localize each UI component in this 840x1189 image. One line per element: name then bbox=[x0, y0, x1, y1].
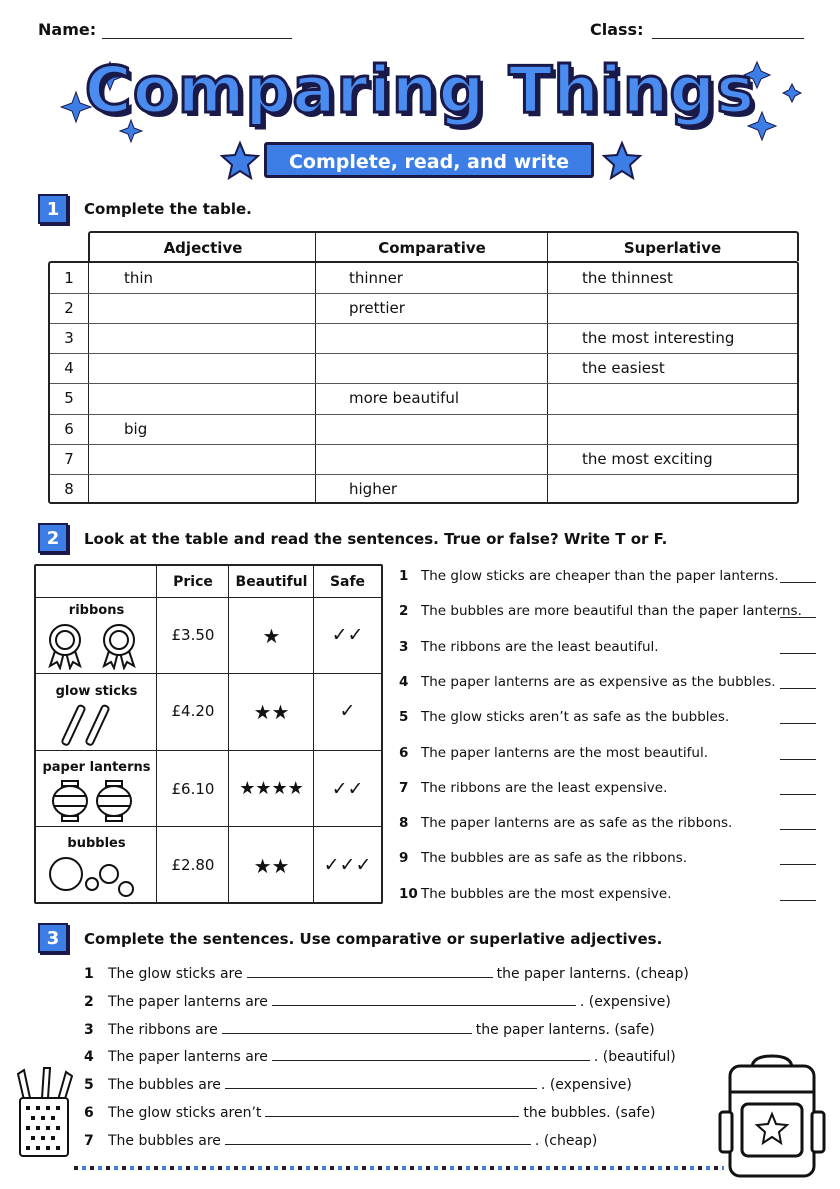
sentence-end: . (beautiful) bbox=[593, 1049, 676, 1066]
statement-text: The glow sticks are cheaper than the paper lanterns. bbox=[421, 568, 779, 584]
item-beautiful: ★★ bbox=[253, 700, 290, 724]
statement-number: 7 bbox=[399, 779, 409, 796]
comparative-cell[interactable] bbox=[349, 353, 544, 383]
statement-text: The ribbons are the least expensive. bbox=[421, 779, 668, 796]
items-table bbox=[34, 564, 383, 904]
answer-blank[interactable] bbox=[225, 1130, 531, 1145]
name-label: Name: bbox=[38, 20, 97, 39]
superlative-cell[interactable] bbox=[582, 383, 792, 413]
superlative-cell[interactable] bbox=[582, 474, 792, 504]
comparative-cell[interactable] bbox=[349, 323, 544, 353]
item-safe: ✓ bbox=[339, 700, 356, 722]
pencil-cup-icon bbox=[14, 1066, 76, 1160]
adjective-cell[interactable] bbox=[124, 444, 314, 474]
statement-text: The bubbles are the most expensive. bbox=[421, 885, 672, 902]
item-price: £4.20 bbox=[171, 702, 215, 720]
ribbon-icon bbox=[44, 622, 148, 670]
answer-blank[interactable] bbox=[780, 759, 816, 760]
column-header: Adjective bbox=[163, 239, 243, 257]
sentence-start: The bubbles are bbox=[108, 1132, 221, 1149]
row-number: 5 bbox=[64, 389, 74, 408]
subtitle-banner: Complete, read, and write bbox=[264, 142, 594, 178]
superlative-cell[interactable] bbox=[582, 293, 792, 323]
sentence-start: The ribbons are bbox=[108, 1021, 218, 1038]
adjective-cell[interactable] bbox=[124, 323, 314, 353]
sentence-end: . (expensive) bbox=[579, 993, 671, 1010]
sentence bbox=[84, 1074, 632, 1094]
answer-blank[interactable] bbox=[780, 653, 816, 654]
comparative-cell[interactable]: thinner bbox=[349, 269, 403, 287]
sentence bbox=[84, 1130, 597, 1150]
answer-blank[interactable] bbox=[780, 688, 816, 689]
item-name: ribbons bbox=[68, 603, 125, 618]
section-2-number: 2 bbox=[38, 523, 68, 553]
row-number: 2 bbox=[64, 299, 74, 318]
sentence-number: 4 bbox=[84, 1049, 94, 1066]
adjective-cell[interactable] bbox=[124, 353, 314, 383]
statement-number: 1 bbox=[399, 568, 409, 584]
answer-blank[interactable] bbox=[780, 794, 816, 795]
answer-blank[interactable] bbox=[780, 723, 816, 724]
lantern-icon bbox=[50, 778, 144, 824]
statement-text: The bubbles are more beautiful than the paper lanterns. bbox=[421, 603, 802, 620]
section-3-number: 3 bbox=[38, 923, 68, 953]
column-header: Beautiful bbox=[235, 574, 308, 590]
answer-blank[interactable] bbox=[780, 582, 816, 583]
class-label: Class: bbox=[590, 20, 644, 39]
column-header: Price bbox=[173, 574, 213, 590]
class-field[interactable] bbox=[652, 38, 804, 39]
sentence-number: 3 bbox=[84, 1021, 94, 1038]
statement bbox=[399, 674, 776, 690]
comparative-cell[interactable] bbox=[349, 414, 544, 444]
sentence bbox=[84, 963, 689, 983]
section-1-number: 1 bbox=[38, 194, 68, 224]
answer-blank[interactable] bbox=[222, 1019, 472, 1034]
statement-text: The paper lanterns are as expensive as the bubbles. bbox=[421, 673, 776, 690]
answer-blank[interactable] bbox=[780, 900, 816, 901]
row-number: 3 bbox=[64, 329, 74, 348]
page-title-wrap bbox=[0, 54, 840, 128]
statement bbox=[399, 639, 659, 655]
item-name: paper lanterns bbox=[42, 760, 151, 775]
sentence-start: The glow sticks aren’t bbox=[108, 1105, 262, 1121]
answer-blank[interactable] bbox=[265, 1102, 519, 1117]
table-header-row bbox=[88, 231, 799, 261]
superlative-cell[interactable]: the easiest bbox=[582, 359, 665, 378]
sentence bbox=[84, 991, 671, 1011]
superlative-cell[interactable]: the most exciting bbox=[582, 449, 713, 468]
section-3-instruction: Complete the sentences. Use comparative or superlative adjectives. bbox=[84, 930, 663, 948]
item-price: £3.50 bbox=[171, 626, 215, 644]
column-header: Safe bbox=[329, 574, 366, 590]
answer-blank[interactable] bbox=[272, 991, 576, 1006]
statement-number: 5 bbox=[399, 709, 409, 726]
statement-number: 10 bbox=[399, 885, 418, 902]
answer-blank[interactable] bbox=[247, 963, 493, 978]
row-number: 7 bbox=[64, 449, 74, 468]
comparison-table bbox=[48, 231, 799, 504]
item-beautiful: ★★★★ bbox=[239, 778, 304, 799]
item-safe: ✓✓ bbox=[331, 778, 364, 800]
sentence-number: 6 bbox=[84, 1105, 94, 1121]
backpack-icon bbox=[716, 1052, 828, 1180]
glow-stick-icon bbox=[56, 702, 136, 748]
statement-text: The paper lanterns are the most beautiful. bbox=[421, 744, 709, 761]
adjective-cell[interactable] bbox=[124, 383, 314, 413]
sentence-start: The paper lanterns are bbox=[108, 1049, 268, 1066]
statement bbox=[399, 850, 687, 866]
sentence-end: the bubbles. (safe) bbox=[523, 1105, 656, 1121]
sentence-number: 7 bbox=[84, 1132, 94, 1149]
answer-blank[interactable] bbox=[780, 617, 816, 618]
item-safe: ✓✓✓ bbox=[323, 854, 372, 876]
statement bbox=[399, 568, 779, 584]
statement bbox=[399, 745, 708, 761]
adjective-cell[interactable] bbox=[124, 474, 314, 504]
sentence-number: 1 bbox=[84, 966, 94, 982]
section-1-instruction: Complete the table. bbox=[84, 200, 252, 218]
name-field[interactable] bbox=[102, 38, 292, 39]
sentence bbox=[84, 1046, 676, 1066]
answer-blank[interactable] bbox=[272, 1046, 590, 1061]
column-header: Comparative bbox=[378, 239, 486, 257]
item-price: £6.10 bbox=[171, 780, 215, 798]
item-beautiful: ★★ bbox=[253, 854, 290, 878]
statement-number: 4 bbox=[399, 673, 409, 690]
statement bbox=[399, 886, 672, 902]
superlative-cell[interactable]: the thinnest bbox=[582, 269, 673, 287]
comparative-cell[interactable]: prettier bbox=[349, 299, 405, 318]
item-price: £2.80 bbox=[171, 856, 215, 874]
sentence-start: The bubbles are bbox=[108, 1077, 221, 1094]
item-name: glow sticks bbox=[55, 684, 138, 699]
page-title: Comparing Things bbox=[84, 54, 756, 128]
adjective-cell[interactable]: thin bbox=[124, 269, 154, 287]
statement-text: The bubbles are as safe as the ribbons. bbox=[421, 850, 688, 867]
statement bbox=[399, 815, 732, 831]
sentence-end: . (expensive) bbox=[540, 1077, 632, 1094]
statement bbox=[399, 603, 802, 619]
sentence-number: 2 bbox=[84, 993, 94, 1010]
sentence-number: 5 bbox=[84, 1077, 94, 1094]
statement-number: 2 bbox=[399, 603, 409, 620]
comparative-cell[interactable] bbox=[349, 444, 544, 474]
sentence-end: . (cheap) bbox=[534, 1132, 598, 1149]
comparative-cell[interactable]: more beautiful bbox=[349, 389, 460, 408]
table-body bbox=[48, 261, 799, 504]
adjective-cell[interactable] bbox=[124, 293, 314, 323]
statement-text: The paper lanterns are as safe as the ribbons. bbox=[421, 815, 733, 832]
comparative-cell[interactable]: higher bbox=[349, 479, 398, 498]
item-safe: ✓✓ bbox=[331, 624, 364, 646]
superlative-cell[interactable]: the most interesting bbox=[582, 329, 735, 348]
sentence-start: The paper lanterns are bbox=[108, 993, 268, 1010]
statement-number: 6 bbox=[399, 744, 409, 761]
statement-text: The ribbons are the least beautiful. bbox=[421, 638, 659, 655]
star-icon bbox=[600, 140, 644, 180]
section-2-instruction: Look at the table and read the sentences. True or false? Write T or F. bbox=[84, 530, 668, 548]
row-number: 6 bbox=[64, 419, 74, 438]
statement-number: 8 bbox=[399, 815, 409, 832]
star-icon bbox=[218, 140, 262, 180]
statement-text: The glow sticks aren’t as safe as the bubbles. bbox=[421, 709, 730, 726]
item-name: bubbles bbox=[67, 836, 126, 851]
sentence-end: the paper lanterns. (safe) bbox=[475, 1021, 655, 1038]
column-header: Superlative bbox=[623, 239, 722, 257]
row-number: 1 bbox=[64, 269, 74, 287]
statement bbox=[399, 780, 667, 796]
superlative-cell[interactable] bbox=[582, 414, 792, 444]
sentence-start: The glow sticks are bbox=[108, 966, 243, 982]
item-beautiful: ★ bbox=[262, 624, 281, 648]
sentence bbox=[84, 1019, 655, 1039]
bubbles-icon bbox=[46, 852, 146, 900]
answer-blank[interactable] bbox=[780, 864, 816, 865]
footer-divider bbox=[74, 1166, 724, 1170]
row-number: 4 bbox=[64, 359, 74, 378]
answer-blank[interactable] bbox=[225, 1074, 537, 1089]
statement-number: 3 bbox=[399, 638, 409, 655]
statement-number: 9 bbox=[399, 850, 409, 867]
sentence bbox=[84, 1102, 655, 1122]
answer-blank[interactable] bbox=[780, 829, 816, 830]
statement bbox=[399, 709, 729, 725]
adjective-cell[interactable]: big bbox=[124, 419, 148, 438]
row-number: 8 bbox=[64, 479, 74, 498]
sentence-end: the paper lanterns. (cheap) bbox=[496, 966, 689, 982]
